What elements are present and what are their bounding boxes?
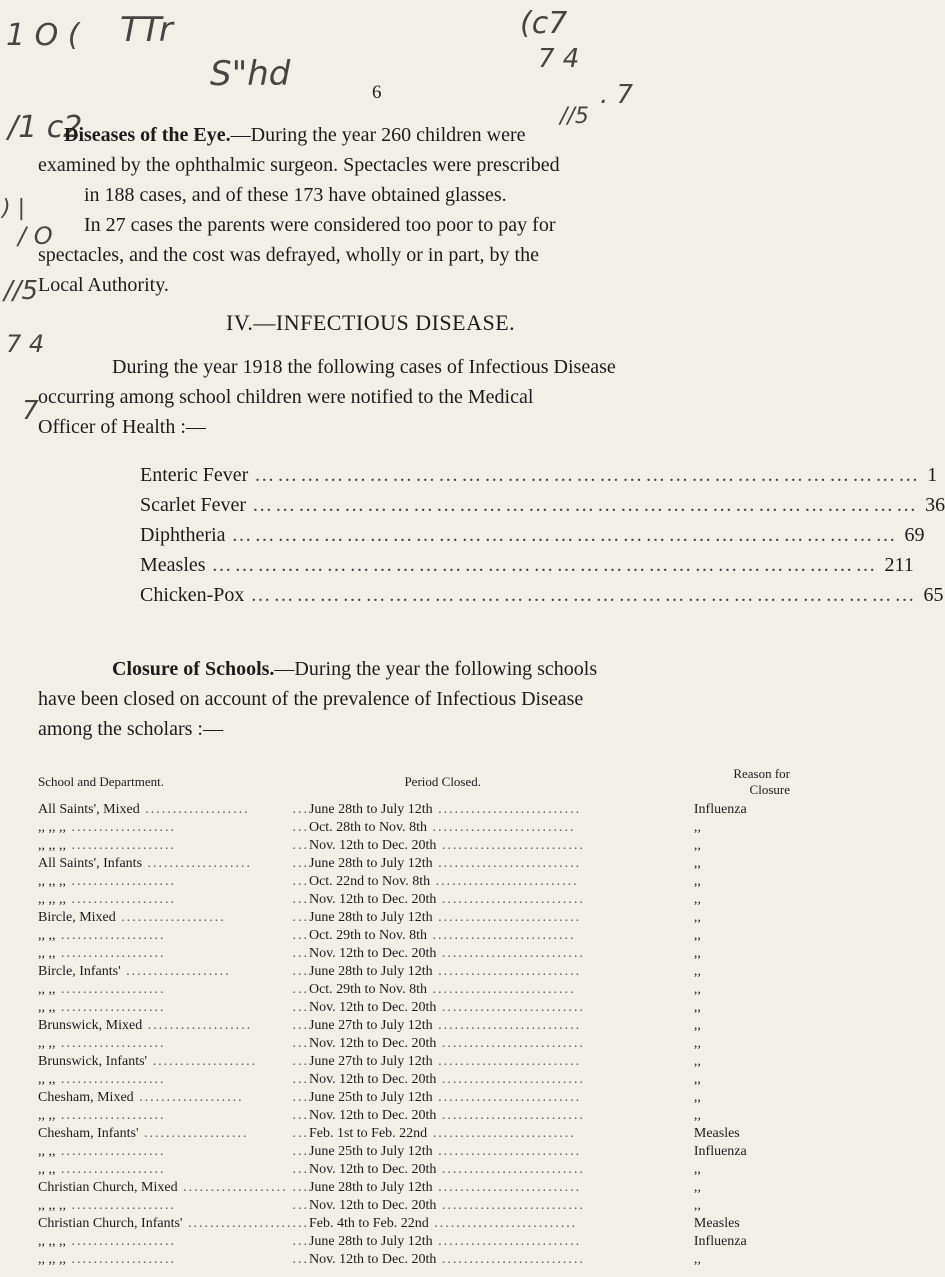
page-number: 6	[372, 82, 382, 103]
leader-dots: ...................	[55, 1036, 166, 1051]
reason-cell: ,,	[693, 856, 701, 871]
section-heading: IV.—INFECTIOUS DISEASE.	[226, 310, 516, 335]
leader-dots: ..........................	[436, 1198, 585, 1213]
leader-dots: ...	[292, 1180, 309, 1195]
column-header: School and Department.	[38, 774, 164, 789]
school-cell: All Saints', Mixed	[38, 802, 140, 817]
leader-dots: ...	[292, 1000, 309, 1015]
list-item	[140, 584, 944, 614]
table-header	[38, 766, 790, 802]
leader-dots: ...	[292, 1144, 309, 1159]
leader-dots: ...	[292, 856, 309, 871]
table-row	[38, 1036, 790, 1054]
disease-count: 36	[925, 494, 945, 516]
leader-dots: ..........................	[432, 856, 582, 871]
annotation: 7 4	[538, 44, 580, 74]
leader-dots: ..........................	[432, 1234, 582, 1249]
eye-text-line: spectacles, and the cost was defrayed, wholly or in part, by the	[38, 244, 539, 266]
closure-text-line: have been closed on account of the prevalence of Infectious Disease	[38, 688, 584, 710]
table-row	[38, 1144, 790, 1162]
period-cell: Nov. 12th to Dec. 20th	[308, 1162, 437, 1177]
annotation: //5	[4, 276, 39, 306]
annotation: ) |	[2, 196, 25, 221]
leader-dots: ..........................	[432, 1054, 582, 1069]
period-cell: Nov. 12th to Dec. 20th	[308, 1198, 437, 1213]
leader-dots: ……………………………………………………………………………	[211, 554, 879, 576]
table-row	[38, 1018, 790, 1036]
leader-dots: ...	[292, 838, 309, 853]
reason-cell: ,,	[693, 1252, 701, 1267]
school-cell: ,, ,,	[38, 1072, 56, 1087]
period-cell: Nov. 12th to Dec. 20th	[308, 1036, 437, 1051]
leader-dots: ...................	[138, 1126, 249, 1141]
leader-dots: ..........................	[427, 982, 576, 997]
leader-dots: ...................	[133, 1090, 244, 1105]
school-cell: Bircle, Infants'	[38, 964, 121, 979]
period-cell: Nov. 12th to Dec. 20th	[308, 892, 437, 907]
leader-dots: ...................	[55, 1108, 166, 1123]
school-cell: ,, ,, ,,	[38, 874, 66, 889]
leader-dots: ..........................	[432, 1090, 582, 1105]
table-row	[38, 964, 790, 982]
period-cell: Oct. 22nd to Nov. 8th	[308, 874, 431, 889]
disease-name: Enteric Fever	[140, 464, 249, 486]
reason-cell: ,,	[693, 838, 701, 853]
period-cell: June 27th to July 12th	[308, 1054, 433, 1069]
table-row	[38, 1216, 790, 1234]
table-row	[38, 1090, 790, 1108]
eye-section	[38, 120, 786, 300]
table-row	[38, 1072, 790, 1090]
period-cell: June 28th to July 12th	[308, 1180, 433, 1195]
leader-dots: ...	[292, 1108, 309, 1123]
table-row	[38, 928, 790, 946]
leader-dots: ..........................	[436, 1162, 585, 1177]
leader-dots: ...	[292, 1234, 309, 1249]
annotation: 1 O (	[6, 18, 80, 53]
list-item	[140, 524, 925, 554]
leader-dots: ...	[292, 1252, 309, 1267]
column-header: Reason for Closure	[733, 766, 790, 797]
table-row	[38, 1000, 790, 1018]
disease-name: Diphtheria	[140, 524, 226, 546]
list-item	[140, 464, 938, 494]
school-cell: ,, ,,	[38, 1036, 56, 1051]
table-row	[38, 1108, 790, 1126]
leader-dots: ...................	[55, 928, 166, 943]
closure-text-line: —During the year the following schools	[274, 658, 598, 680]
leader-dots: ..........................	[427, 928, 576, 943]
leader-dots: ...	[292, 892, 309, 907]
disease-name: Chicken-Pox	[140, 584, 245, 606]
school-cell: ,, ,,	[38, 1108, 56, 1123]
table-row	[38, 1180, 790, 1198]
disease-name: Measles	[140, 554, 206, 576]
school-cell: ,, ,, ,,	[38, 1234, 66, 1249]
leader-dots: ...	[292, 1036, 309, 1051]
reason-cell: ,,	[693, 928, 701, 943]
list-item	[140, 554, 914, 584]
leader-dots: ...	[292, 1090, 309, 1105]
closure-text-line: among the scholars :—	[38, 718, 223, 740]
school-cell: ,, ,, ,,	[38, 1198, 66, 1213]
reason-cell: Influenza	[693, 1234, 747, 1249]
reason-cell: ,,	[693, 892, 701, 907]
period-cell: June 28th to July 12th	[308, 910, 433, 925]
reason-cell: ,,	[693, 1090, 701, 1105]
leader-dots: ..........................	[432, 802, 582, 817]
disease-count: 211	[884, 554, 914, 576]
period-cell: June 28th to July 12th	[308, 964, 433, 979]
leader-dots: ..........................	[427, 1126, 576, 1141]
leader-dots: ..........................	[430, 874, 579, 889]
table-row	[38, 892, 790, 910]
period-cell: Nov. 12th to Dec. 20th	[308, 1252, 437, 1267]
school-cell: ,, ,,	[38, 946, 56, 961]
leader-dots: ...	[292, 964, 309, 979]
leader-dots: ..........................	[436, 1000, 585, 1015]
leader-dots: ..........................	[436, 1072, 585, 1087]
period-cell: Nov. 12th to Dec. 20th	[308, 838, 437, 853]
leader-dots: ..........................	[428, 1216, 578, 1231]
infectious-intro	[38, 352, 786, 442]
reason-cell: ,,	[693, 1054, 701, 1069]
intro-line: During the year 1918 the following cases of Infectious Disease	[112, 356, 616, 378]
disease-name: Scarlet Fever	[140, 494, 247, 516]
leader-dots: ...................	[139, 802, 250, 817]
leader-dots: ..........................	[427, 820, 576, 835]
leader-dots: ...	[292, 1126, 309, 1141]
leader-dots: ...	[292, 1216, 309, 1231]
period-cell: June 28th to July 12th	[308, 802, 433, 817]
school-cell: Chesham, Infants'	[38, 1126, 139, 1141]
table-row	[38, 1234, 790, 1252]
leader-dots: ...................	[182, 1216, 293, 1231]
leader-dots: ...................	[55, 1144, 166, 1159]
reason-cell: ,,	[693, 1198, 701, 1213]
period-cell: Nov. 12th to Dec. 20th	[308, 946, 437, 961]
disease-count: 1	[927, 464, 938, 486]
eye-text-line: Local Authority.	[38, 274, 169, 296]
reason-cell: ,,	[693, 964, 701, 979]
leader-dots: ..........................	[436, 1108, 585, 1123]
leader-dots: ...................	[147, 1054, 258, 1069]
reason-cell: Influenza	[693, 802, 747, 817]
leader-dots: ...................	[115, 910, 226, 925]
reason-cell: ,,	[693, 874, 701, 889]
table-row	[38, 1252, 790, 1270]
leader-dots: ...................	[55, 946, 166, 961]
leader-dots: ...................	[55, 982, 166, 997]
period-cell: June 25th to July 12th	[308, 1144, 433, 1159]
leader-dots: ...	[292, 928, 309, 943]
annotation: . 7	[600, 80, 634, 110]
leader-dots: ...	[292, 874, 309, 889]
school-cell: ,, ,,	[38, 928, 56, 943]
intro-line: occurring among school children were notified to the Medical	[38, 386, 534, 408]
leader-dots: ……………………………………………………………………………	[231, 524, 899, 546]
leader-dots: ...................	[55, 1000, 166, 1015]
leader-dots: ...................	[66, 820, 176, 835]
leader-dots: ..........................	[436, 892, 585, 907]
school-cell: ,, ,,	[38, 1000, 56, 1015]
reason-cell: ,,	[693, 820, 701, 835]
table-row	[38, 982, 790, 1000]
table-row	[38, 910, 790, 928]
leader-dots: ...	[292, 982, 309, 997]
leader-dots: ...................	[66, 838, 176, 853]
leader-dots: ...................	[66, 892, 176, 907]
annotation: S"hd	[210, 54, 291, 94]
list-item	[140, 494, 945, 524]
leader-dots: ..........................	[432, 910, 582, 925]
leader-dots: ...	[292, 802, 309, 817]
leader-dots: ..........................	[432, 1144, 582, 1159]
leader-dots: ...................	[177, 1180, 288, 1195]
school-cell: ,, ,, ,,	[38, 838, 66, 853]
reason-cell: ,,	[693, 1036, 701, 1051]
school-cell: All Saints', Infants	[38, 856, 143, 871]
table-row	[38, 820, 790, 838]
leader-dots: ...	[292, 910, 309, 925]
leader-dots: ..........................	[436, 1252, 585, 1267]
period-cell: Nov. 12th to Dec. 20th	[308, 1108, 437, 1123]
annotation: //5	[560, 104, 589, 129]
period-cell: June 25th to July 12th	[308, 1090, 433, 1105]
leader-dots: ……………………………………………………………………………	[254, 464, 922, 486]
school-cell: ,, ,,	[38, 1144, 56, 1159]
reason-cell: Influenza	[693, 1144, 747, 1159]
school-cell: Christian Church, Infants'	[38, 1216, 183, 1231]
school-cell: Christian Church, Mixed	[38, 1180, 178, 1195]
school-cell: Bircle, Mixed	[38, 910, 116, 925]
leader-dots: ..........................	[436, 946, 585, 961]
reason-cell: ,,	[693, 1162, 701, 1177]
table-row	[38, 1126, 790, 1144]
annotation: TTr	[120, 10, 173, 50]
leader-dots: ...	[292, 1072, 309, 1087]
disease-count: 69	[904, 524, 925, 546]
table-row	[38, 1162, 790, 1180]
period-cell: June 28th to July 12th	[308, 1234, 433, 1249]
annotation: /1 c2	[8, 110, 83, 145]
reason-cell: Measles	[693, 1216, 740, 1231]
school-cell: ,, ,,	[38, 1162, 56, 1177]
reason-cell: ,,	[693, 910, 701, 925]
annotation: 7	[22, 396, 39, 426]
period-cell: June 28th to July 12th	[308, 856, 433, 871]
table-row	[38, 838, 790, 856]
reason-cell: ,,	[693, 1180, 701, 1195]
reason-cell: ,,	[693, 982, 701, 997]
leader-dots: ...................	[142, 856, 253, 871]
period-cell: Nov. 12th to Dec. 20th	[308, 1000, 437, 1015]
table-row	[38, 946, 790, 964]
reason-cell: Measles	[693, 1126, 740, 1141]
eye-text-line: in 188 cases, and of these 173 have obtained glasses.	[84, 184, 507, 206]
leader-dots: ...	[292, 1162, 309, 1177]
leader-dots: ..........................	[436, 1036, 585, 1051]
period-cell: June 27th to July 12th	[308, 1018, 433, 1033]
school-cell: Chesham, Mixed	[38, 1090, 134, 1105]
school-cell: ,, ,, ,,	[38, 820, 66, 835]
table-row	[38, 874, 790, 892]
leader-dots: ……………………………………………………………………………	[250, 584, 918, 606]
school-cell: ,, ,, ,,	[38, 1252, 66, 1267]
disease-count: 65	[923, 584, 944, 606]
reason-cell: ,,	[693, 946, 701, 961]
leader-dots: ...................	[66, 1198, 176, 1213]
leader-dots: ...	[292, 1198, 309, 1213]
period-cell: Feb. 1st to Feb. 22nd	[308, 1126, 428, 1141]
period-cell: Oct. 29th to Nov. 8th	[308, 928, 428, 943]
reason-cell: ,,	[693, 1018, 701, 1033]
leader-dots: ..........................	[432, 964, 582, 979]
eye-text-line: —During the year 260 children were	[230, 124, 526, 146]
leader-dots: ...	[292, 820, 309, 835]
reason-cell: ,,	[693, 1108, 701, 1123]
leader-dots: ...................	[55, 1072, 166, 1087]
leader-dots: ...	[292, 1054, 309, 1069]
school-cell: Brunswick, Infants'	[38, 1054, 148, 1069]
leader-dots: ...................	[55, 1162, 166, 1177]
period-cell: Oct. 29th to Nov. 8th	[308, 982, 428, 997]
annotation: / O	[18, 222, 53, 250]
leader-dots: ..........................	[436, 838, 585, 853]
school-cell: ,, ,,	[38, 982, 56, 997]
table-row	[38, 802, 790, 820]
column-header: Period Closed.	[404, 774, 482, 789]
annotation: 7 4	[6, 330, 45, 358]
period-cell: Feb. 4th to Feb. 22nd	[308, 1216, 429, 1231]
eye-heading: Diseases of the Eye.	[64, 124, 231, 146]
school-cell: Brunswick, Mixed	[38, 1018, 143, 1033]
period-cell: Oct. 28th to Nov. 8th	[308, 820, 428, 835]
annotation: (c7	[520, 6, 568, 41]
leader-dots: ...	[292, 1018, 309, 1033]
leader-dots: ..........................	[432, 1018, 582, 1033]
reason-cell: ,,	[693, 1000, 701, 1015]
leader-dots: ...................	[66, 1252, 176, 1267]
leader-dots: ...................	[142, 1018, 253, 1033]
closure-table	[38, 766, 790, 1270]
intro-line: Officer of Health :—	[38, 416, 206, 438]
period-cell: Nov. 12th to Dec. 20th	[308, 1072, 437, 1087]
leader-dots: ...................	[66, 1234, 176, 1249]
disease-list	[140, 464, 945, 614]
table-row	[38, 856, 790, 874]
table-row	[38, 1054, 790, 1072]
reason-cell: ,,	[693, 1072, 701, 1087]
leader-dots: ...................	[120, 964, 231, 979]
leader-dots: ……………………………………………………………………………	[252, 494, 920, 516]
leader-dots: ...................	[66, 874, 176, 889]
eye-text-line: In 27 cases the parents were considered too poor to pay for	[84, 214, 556, 236]
closure-heading: Closure of Schools.	[112, 658, 275, 680]
school-cell: ,, ,, ,,	[38, 892, 66, 907]
leader-dots: ..........................	[432, 1180, 582, 1195]
table-row	[38, 1198, 790, 1216]
leader-dots: ...	[292, 946, 309, 961]
table-body	[38, 802, 790, 1270]
closure-section	[38, 654, 786, 744]
eye-text-line: examined by the ophthalmic surgeon. Spectacles were prescribed	[38, 154, 560, 176]
